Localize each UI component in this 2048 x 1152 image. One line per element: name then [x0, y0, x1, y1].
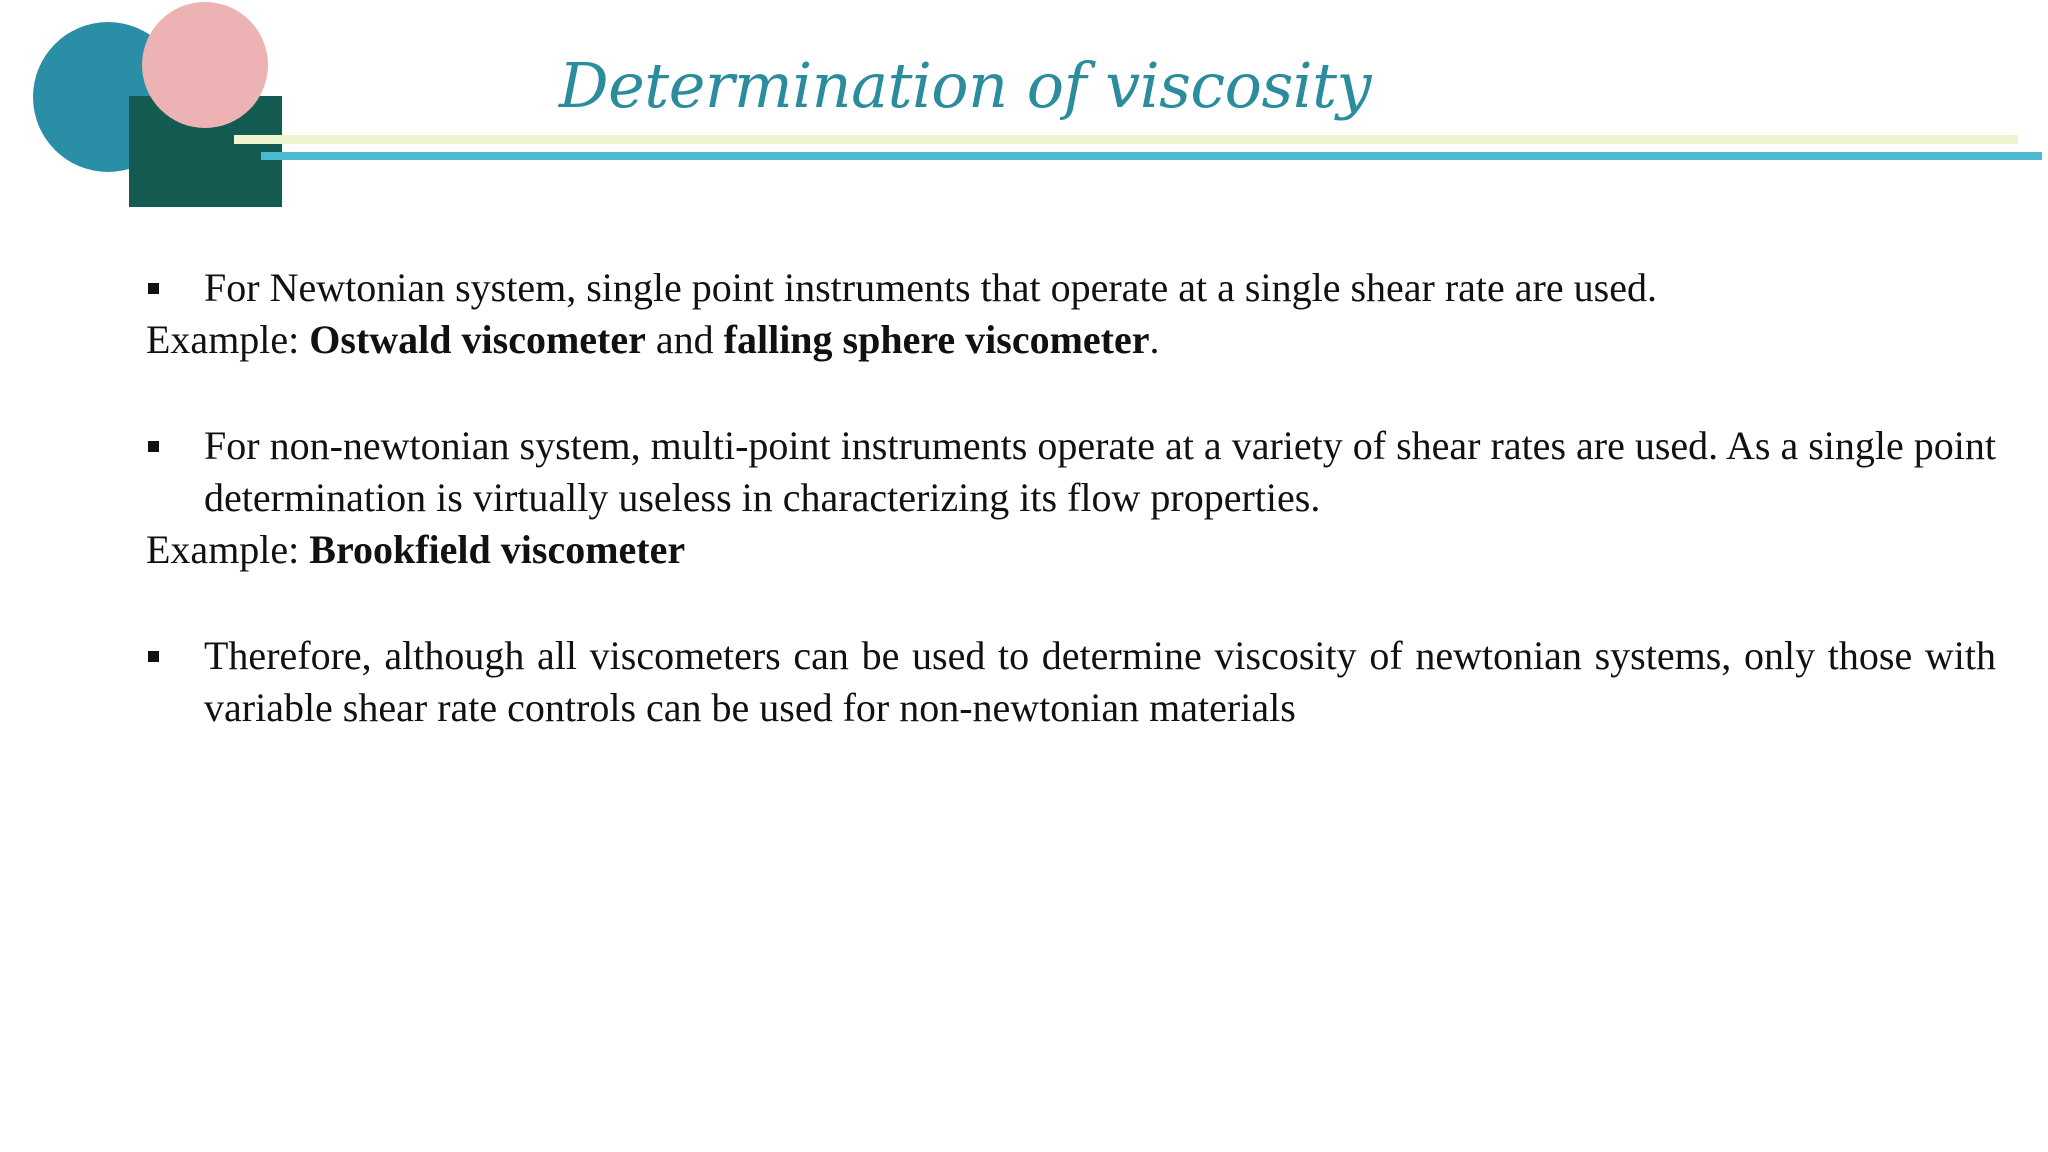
example-conjunction: and: [645, 317, 724, 362]
bullet-text: For Newtonian system, single point instruments that operate at a single shear rate are used.: [204, 265, 1657, 310]
bullet-item: [146, 420, 1996, 524]
example-label: Example:: [146, 527, 310, 572]
bullet-text: For non-newtonian system, multi-point instruments operate at a variety of shear rates are used. As a single point determination is virtually useless in characterizing its flow properties.: [204, 423, 1996, 520]
slide-body: [146, 262, 1996, 734]
bullet-item: [146, 262, 1996, 314]
example-period: .: [1149, 317, 1160, 362]
example-term: Ostwald viscometer: [309, 317, 646, 362]
bullet-text: Therefore, although all viscometers can be used to determine viscosity of newtonian systems, only those with variable shear rate controls can be used for non-newtonian materials: [204, 633, 1996, 730]
square-bullet-icon: [148, 262, 162, 314]
square-bullet-icon: [148, 420, 162, 472]
example-label: Example:: [146, 317, 310, 362]
slide-title: Determination of viscosity: [558, 49, 1372, 122]
example-line: [146, 524, 1996, 576]
bullet-item: [146, 630, 1996, 734]
square-bullet-icon: [148, 630, 162, 682]
light-underline: [234, 135, 2018, 144]
teal-underline: [261, 152, 2042, 160]
example-line: [146, 314, 1996, 366]
example-term: Brookfield viscometer: [309, 527, 686, 572]
example-term: falling sphere viscometer: [723, 317, 1150, 362]
